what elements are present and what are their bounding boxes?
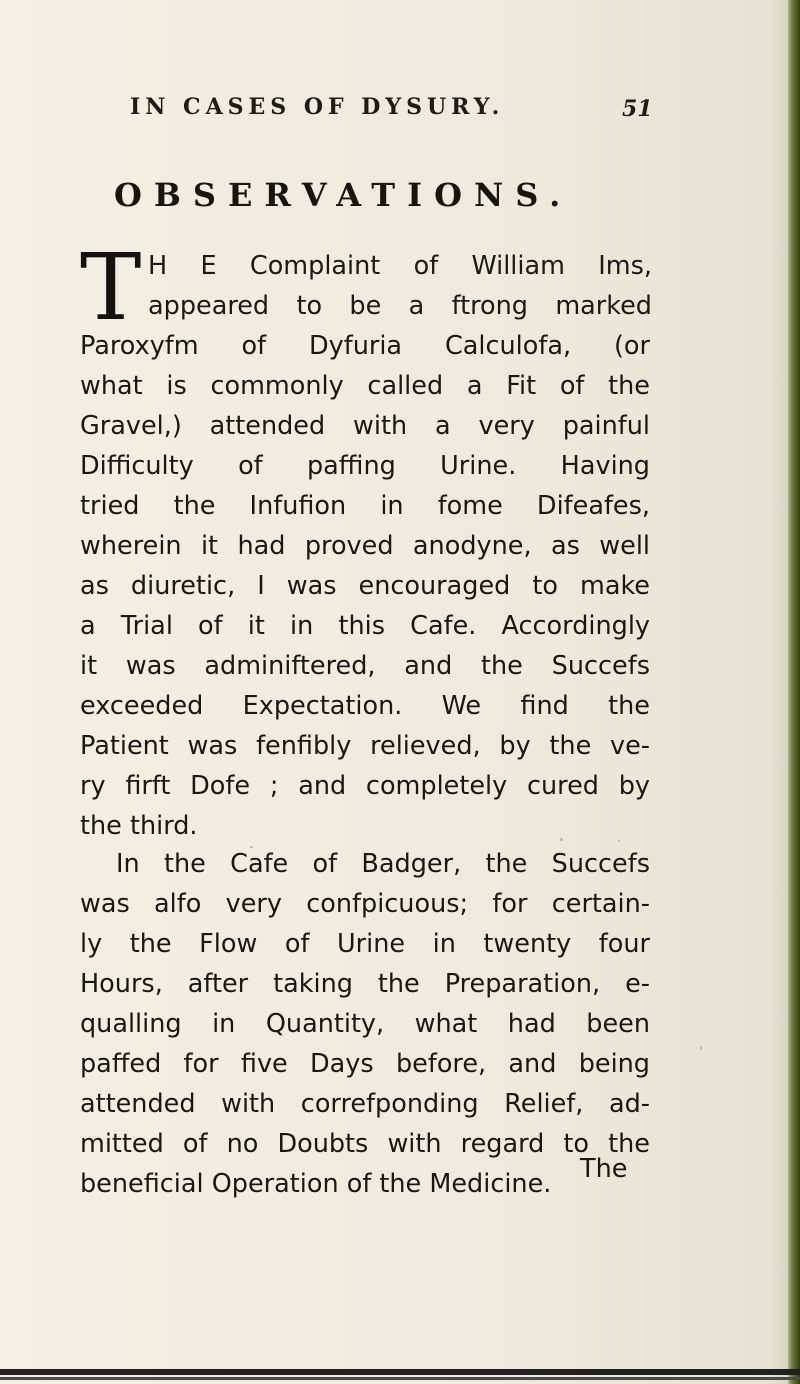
text-line-last: beneficial Operation of the Medicine. — [80, 1169, 552, 1199]
text-line: wherein it had proved anodyne, as well — [80, 531, 650, 561]
paper-speck — [560, 838, 563, 841]
paper-speck — [250, 846, 253, 848]
page-edge — [788, 0, 800, 1384]
text-line: H E Complaint of William Ims, — [148, 251, 652, 281]
text-line: Difficulty of paffing Urine. Having — [80, 451, 650, 481]
catchword: The — [580, 1154, 628, 1184]
paragraph-1-opening — [148, 246, 652, 326]
text-line: ry firft Dofe ; and completely cured by — [80, 771, 650, 801]
text-line: as diuretic, I was encouraged to make — [80, 571, 650, 601]
text-line: Hours, after taking the Preparation, e- — [80, 969, 650, 999]
paragraph-2 — [80, 844, 650, 1204]
bottom-rule — [0, 1377, 800, 1380]
text-line: mitted of no Doubts with regard to the — [80, 1129, 650, 1159]
text-line: exceeded Expectation. We find the — [80, 691, 650, 721]
text-line: Paroxyfm of Dyfuria Calculofa, (or — [80, 331, 650, 361]
text-line: was alfo very confpicuous; for certain- — [80, 889, 650, 919]
bottom-rule — [0, 1369, 800, 1375]
text-line: attended with correfponding Relief, ad- — [80, 1089, 650, 1119]
text-line: it was adminiftered, and the Succefs — [80, 651, 650, 681]
paragraph-1 — [80, 326, 650, 846]
paper-speck — [700, 1046, 702, 1050]
text-line: qualling in Quantity, what had been — [80, 1009, 650, 1039]
text-line-last: the third. — [80, 811, 198, 841]
section-title: OBSERVATIONS. — [114, 176, 573, 214]
text-line: a Trial of it in this Cafe. Accordingly — [80, 611, 650, 641]
paper-speck — [618, 840, 620, 842]
text-line: ly the Flow of Urine in twenty four — [80, 929, 650, 959]
text-line: tried the Infufion in fome Difeafes, — [80, 491, 650, 521]
text-line: Gravel,) attended with a very painful — [80, 411, 650, 441]
text-line: what is commonly called a Fit of the — [80, 371, 650, 401]
running-head: IN CASES OF DYSURY. — [130, 94, 505, 120]
text-line: paffed for five Days before, and being — [80, 1049, 650, 1079]
text-line: appeared to be a ftrong marked — [148, 291, 652, 321]
page-number: 51 — [622, 96, 653, 122]
text-line: Patient was fenfibly relieved, by the ve- — [80, 731, 650, 761]
text-line: In the Cafe of Badger, the Succefs — [116, 849, 650, 879]
drop-cap: T — [80, 234, 142, 341]
